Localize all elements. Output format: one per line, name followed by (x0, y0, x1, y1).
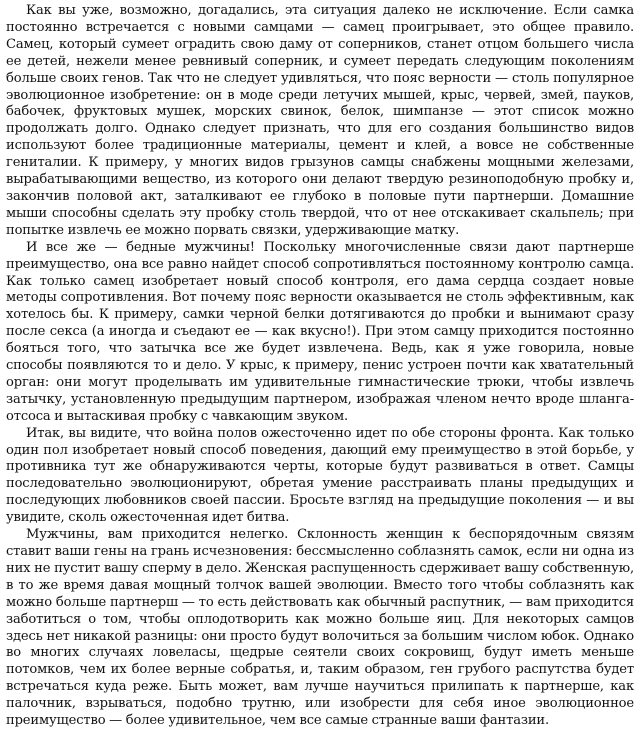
paragraph-3: Итак, вы видите, что война полов ожесточенно идет по обе стороны фронта. Как только один пол изобретает новый способ поведения, дающий ему преимущество в этой борьбе, у противника тут же обнаруживаются черты, которые будут развиваться в ответ. Самцы последовательно эволюционируют, обретая умение расстраивать планы предыдущих и последующих любовников своей пассии. Бросьте взгляд на предыдущие поколения — и вы увидите, сколь ожесточенная идет битва. (6, 425, 634, 526)
paragraph-2: И все же — бедные мужчины! Поскольку многочисленные связи дают партнерше преимущество, она все равно найдет способ сопротивляться постоянному контролю самца. Как только самец изобретает новый способ контроля, его дама сердца создает новые методы сопротивления. Вот почему пояс верности оказывается не столь эффективным, как хотелось бы. К примеру, самки черной белки дотягиваются до пробки и вынимают сразу после секса (а иногда и съедают ее — как вкусно!). При этом самцу приходится постоянно бояться того, что затычка все же будет извлечена. Ведь, как я уже говорила, новые способы появляются то и дело. У крыс, к примеру, пенис устроен почти как хватательный орган: они могут проделывать им удивительные гимнастические трюки, чтобы извлечь затычку, установленную предыдущим партнером, изображая членом нечто вроде шланга-отсоса и вытаскивая пробку с чавкающим звуком. (6, 239, 634, 424)
paragraph-1: Как вы уже, возможно, догадались, эта ситуация далеко не исключение. Если самка постоянно встречается с новыми самцами — самец проигрывает, это общее правило. Самец, который сумеет оградить свою даму от соперников, станет отцом большего числа ее детей, нежели менее ревнивый соперник, и сумеет передать следующим поколениям больше своих генов. Так что не следует удивляться, что пояс верности — столь популярное эволюционное изобретение: он в моде среди летучих мышей, крыс, червей, змей, пауков, бабочек, фруктовых мушек, морских свинок, белок, шимпанзе — этот список можно продолжать долго. Однако следует признать, что для его создания большинство видов используют более традиционные материалы, цемент и клей, а вовсе не собственные гениталии. К примеру, у многих видов грызунов самцы снабжены мощными железами, вырабатывающими вещество, из которого они делают твердую резиноподобную пробку и, закончив половой акт, заталкивают ее глубоко в половые пути партнерши. Домашние мыши способны сделать эту пробку столь твердой, что от нее отскакивает скальпель; при попытке извлечь ее можно порвать связки, удерживающие матку. (6, 3, 634, 238)
paragraph-4: Мужчины, вам приходится нелегко. Склонность женщин к беспорядочным связям ставит ваши гены на грань исчезновения: бессмысленно соблазнять самок, если ни одна из них не пустит вашу сперму в дело. Женская распущенность сдерживает вашу собственную, в то же время давая мощный толчок вашей эволюции. Вместо того чтобы соблазнять как можно больше партнерш — то есть действовать как обычный распутник, — вам приходится заботиться о том, чтобы оплодотворить как можно больше яиц. Для некоторых самцов здесь нет никакой разницы: они просто будут волочиться за большим числом юбок. Однако во многих случаях ловеласы, щедрые сеятели своих сокровищ, будут иметь меньше потомков, чем их более верные собратья, и, таким образом, ген грубого распутства будет встречаться куда реже. Быть может, вам лучше научиться прилипать к партнерше, как палочник, взрываться, подобно трутню, или изобрести для себя иное эволюционное преимущество — более удивительное, чем все самые странные ваши фантазии. (6, 527, 634, 729)
